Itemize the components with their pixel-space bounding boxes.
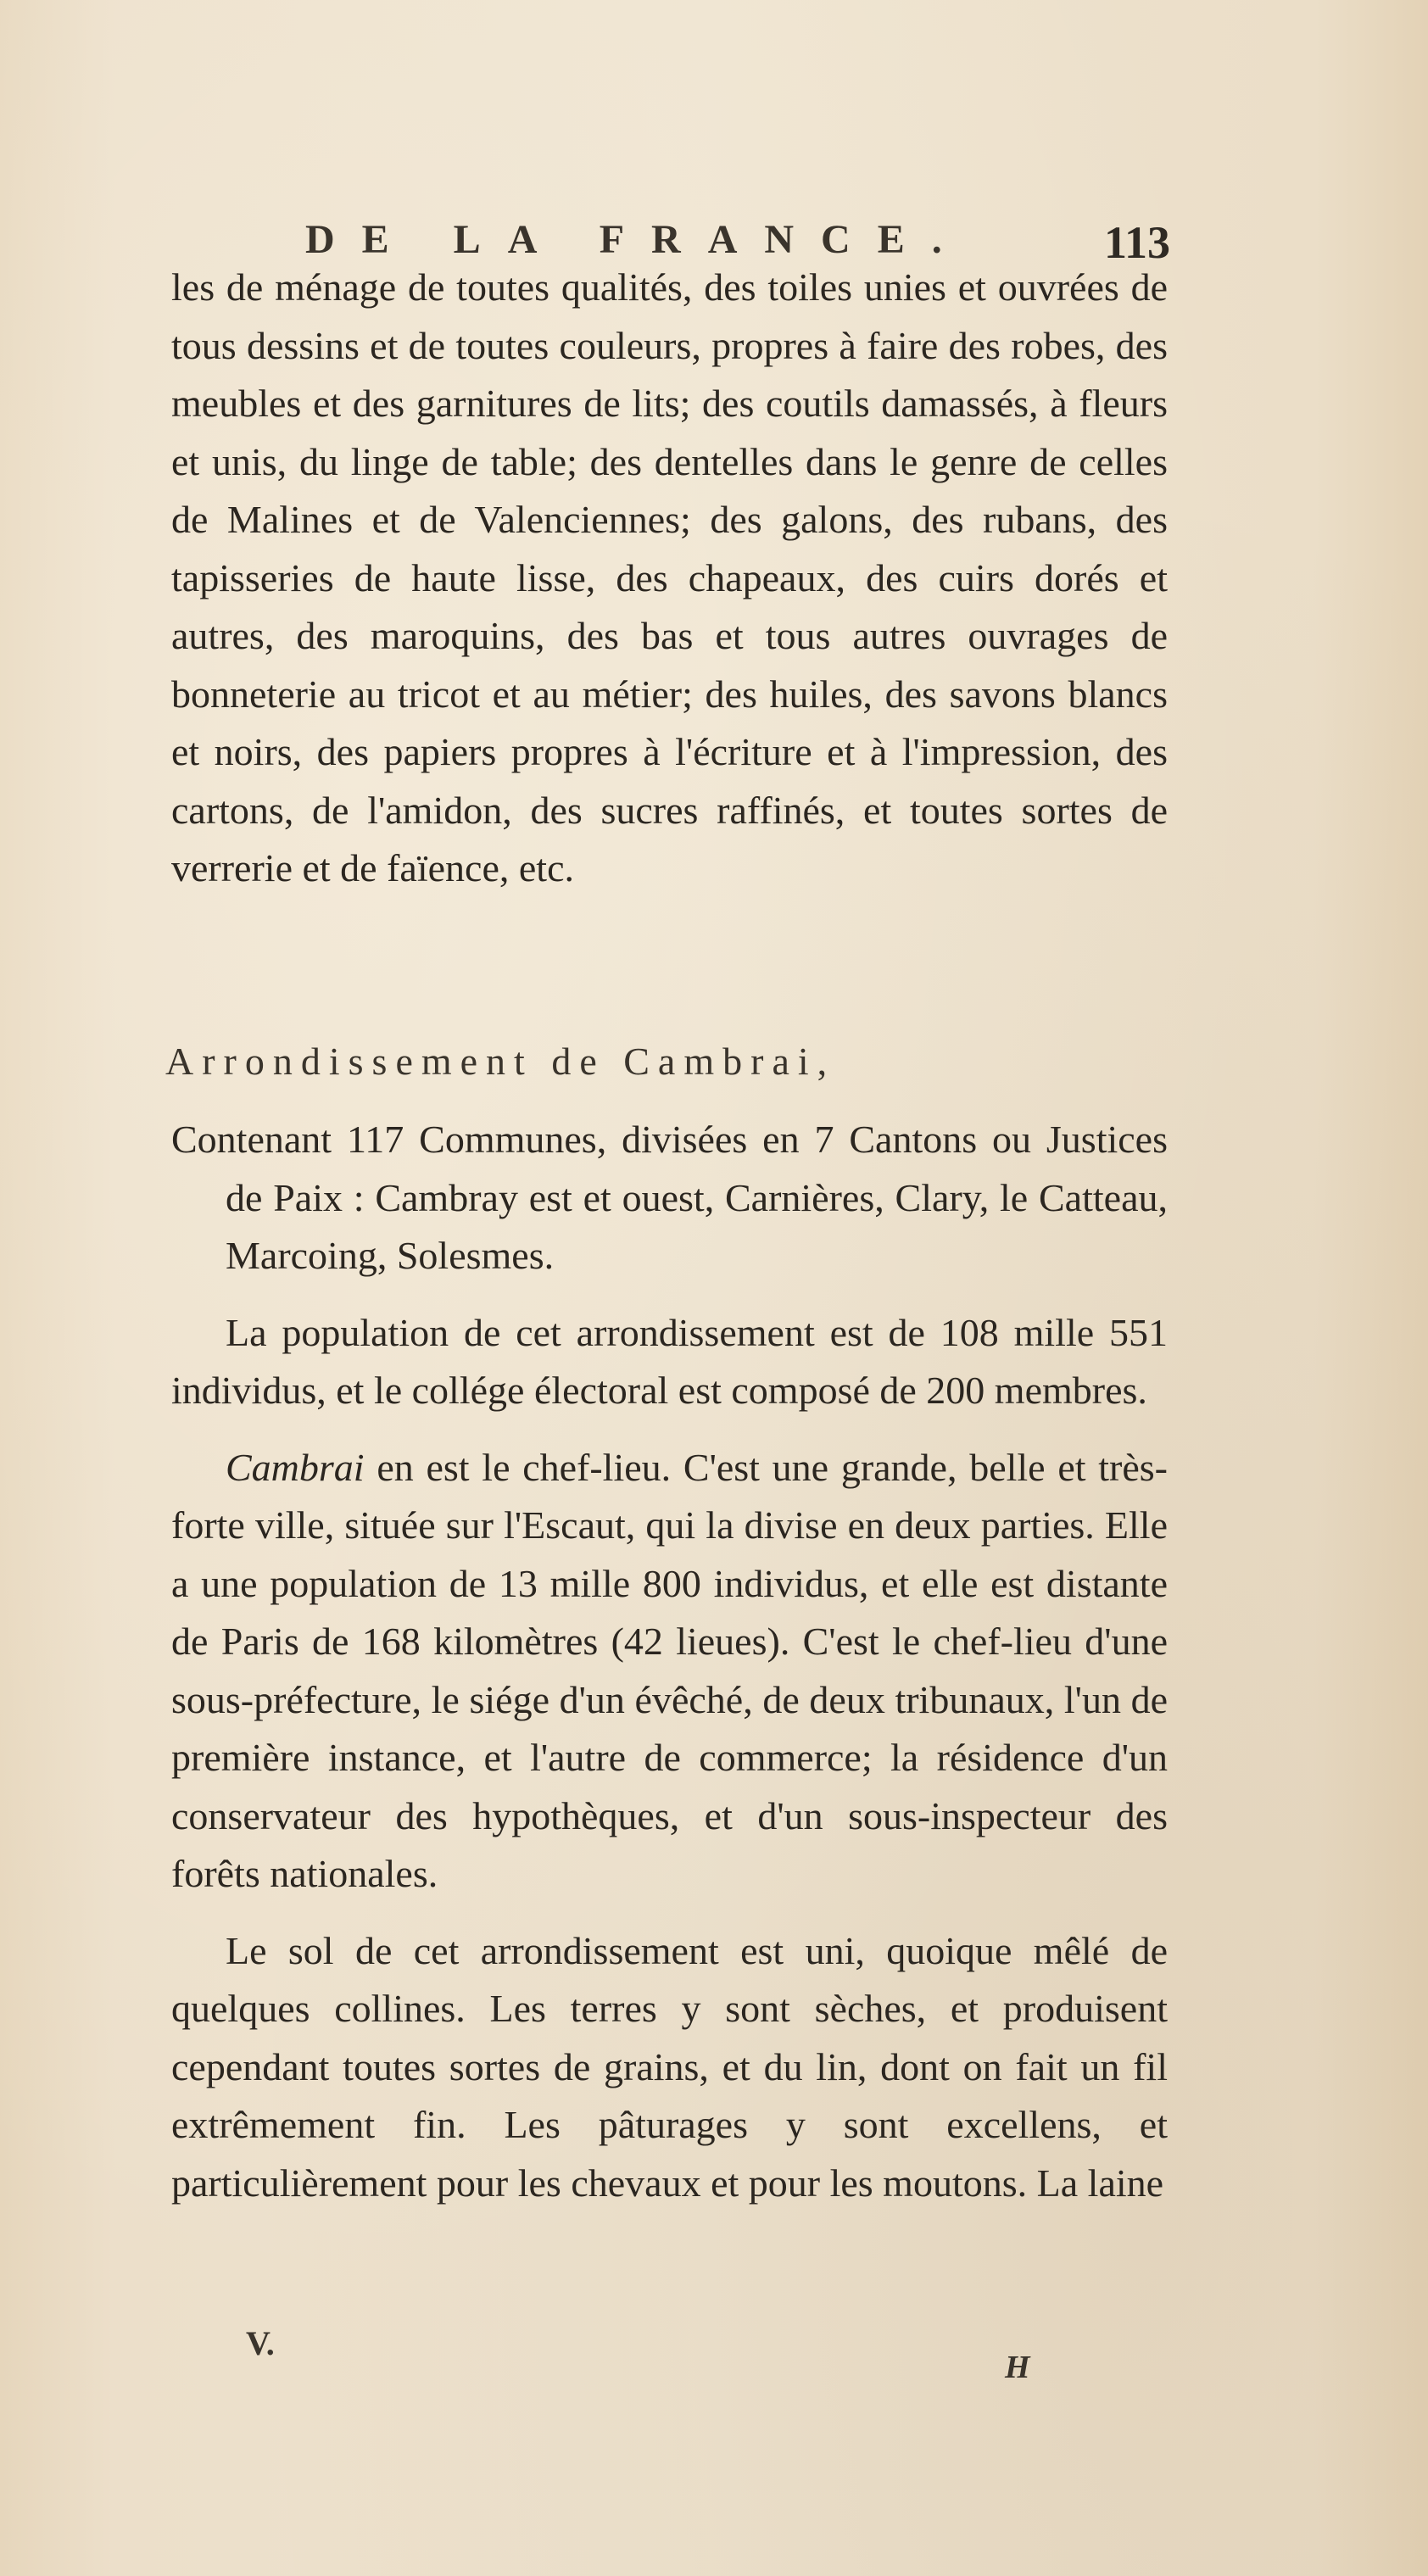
paragraph-population: La population de cet arrondissement est de 108 mille 551 individus, et le collége électoral est composé de 200 membres.	[171, 1310, 1168, 1412]
paragraph-sol: Le sol de cet arrondissement est uni, quoique mêlé de quelques collines. Les terres y sont sèches, et produisent cependant toutes sortes de grains, et du lin, dont on fait un fil extrêmement fin. Les pâturages y sont excellens, et particulièrement pour les chevaux et pour les moutons. La laine	[171, 1928, 1168, 2205]
page-number: 113	[1103, 217, 1170, 268]
paragraph-manufactures: les de ménage de toutes qualités, des toiles unies et ouvrées de tous dessins et de toutes couleurs, propres à faire des robes, des meubles et des garnitures de lits; des coutils damassés, à fleurs et unis, du linge de table; des dentelles dans le genre de celles de Malines et de Valenciennes; des galons, des rubans, des tapisseries de haute lisse, des chapeaux, des cuirs dorés et autres, des maroquins, des bas et tous autres ouvrages de bonneterie au tricot et au métier; des huiles, des savons blancs et noirs, des papiers propres à l'écriture et à l'impression, des cartons, de l'amidon, des sucres raffinés, et toutes sortes de verrerie et de faïence, etc.	[171, 265, 1168, 889]
signature-mark-right: H	[1005, 2350, 1030, 2385]
signature-row	[0, 2323, 1428, 2383]
paragraph-cambrai	[171, 1439, 1168, 1904]
paragraph-contenant: Contenant 117 Communes, divisées en 7 Cantons ou Justices de Paix : Cambray est et ouest, Carnières, Clary, le Catteau, Marcoing, Solesmes.	[171, 1118, 1168, 1277]
arrondissement-section	[171, 1111, 1168, 2212]
continued-paragraph-block	[171, 259, 1168, 898]
section-heading: Arrondissement de Cambrai,	[165, 1040, 836, 1083]
running-title: DE LA FRANCE.	[305, 217, 969, 262]
paragraph-cambrai-text: en est le chef-lieu. C'est une grande, belle et très-forte ville, située sur l'Escaut, qui la divise en deux parties. Elle a une population de 13 mille 800 individus, et elle est distante de Paris de 168 kilomètres (42 lieues). C'est le chef-lieu d'une sous-préfecture, le siége d'un évêché, de deux tribunaux, l'un de première instance, et l'autre de commerce; la résidence d'un conservateur des hypothèques, et d'un sous-inspecteur des forêts nationales.	[171, 1445, 1168, 1895]
signature-mark-left: V.	[246, 2324, 275, 2362]
city-name: Cambrai	[226, 1445, 365, 1489]
